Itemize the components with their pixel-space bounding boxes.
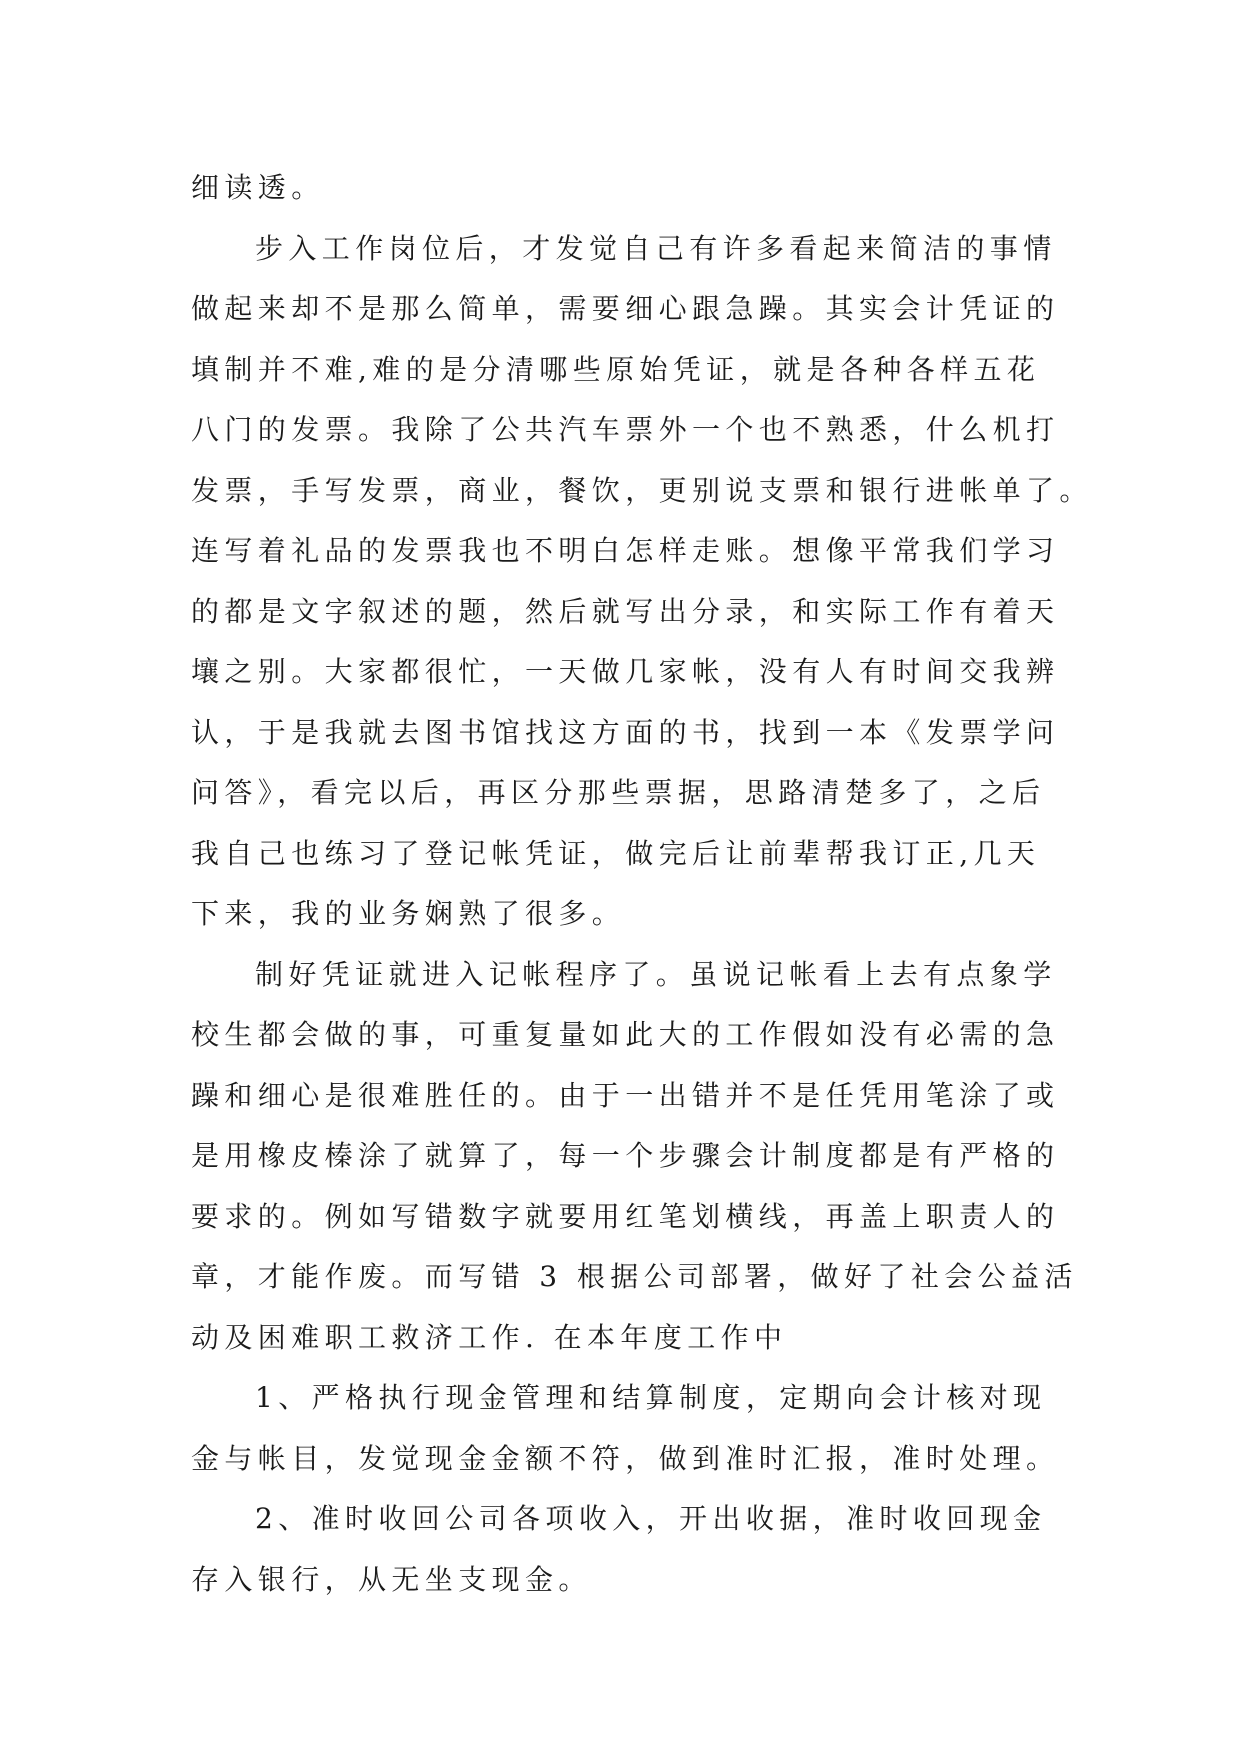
text-line: 发票，手写发票，商业，餐饮，更别说支票和银行进帐单了。	[191, 473, 1093, 507]
text-line: 是用橡皮榛涂了就算了，每一个步骤会计制度都是有严格的	[191, 1139, 1060, 1172]
text-line: 细读透。	[191, 171, 325, 204]
text-line: 章，才能作废。而写错 3 根据公司部署，做好了社会公益活	[191, 1260, 1078, 1293]
text-line: 存入银行，从无坐支现金。	[191, 1562, 592, 1596]
text-line: 问答》，看完以后，再区分那些票据，思路清楚多了，之后	[191, 776, 1046, 809]
text-line: 躁和细心是很难胜任的。由于一出错并不是任凭用笔涂了或	[191, 1078, 1060, 1112]
text-line: 连写着礼品的发票我也不明白怎样走账。想像平常我们学习	[191, 534, 1060, 567]
text-line: 动及困难职工救济工作. 在本年度工作中	[191, 1320, 788, 1354]
text-line: 做起来却不是那么简单，需要细心跟急躁。其实会计凭证的	[191, 292, 1060, 325]
text-line: 金与帐目，发觉现金金额不符，做到准时汇报，准时处理。	[191, 1441, 1060, 1475]
text-line: 制好凭证就进入记帐程序了。虽说记帐看上去有点象学	[255, 957, 1057, 991]
text-line: 要求的。例如写错数字就要用红笔划横线，再盖上职责人的	[191, 1199, 1060, 1233]
document-body	[191, 158, 1093, 1610]
text-line: 校生都会做的事，可重复量如此大的工作假如没有必需的急	[191, 1018, 1060, 1051]
text-line: 壤之别。大家都很忙，一天做几家帐，没有人有时间交我辨	[191, 655, 1060, 688]
text-line: 2、准时收回公司各项收入，开出收据，准时收回现金	[255, 1502, 1047, 1535]
text-line: 认，于是我就去图书馆找这方面的书，找到一本《发票学问	[191, 715, 1060, 749]
text-line: 八门的发票。我除了公共汽车票外一个也不熟悉，什么机打	[191, 413, 1060, 446]
text-line: 下来，我的业务娴熟了很多。	[191, 897, 626, 930]
text-line: 我自己也练习了登记帐凭证，做完后让前辈帮我订正,几天	[191, 836, 1041, 870]
text-line: 1、严格执行现金管理和结算制度，定期向会计核对现	[255, 1381, 1047, 1414]
text-line: 的都是文字叙述的题，然后就写出分录，和实际工作有着天	[191, 594, 1060, 628]
text-line: 步入工作岗位后，才发觉自己有许多看起来简洁的事情	[255, 231, 1057, 265]
text-line: 填制并不难,难的是分清哪些原始凭证，就是各种各样五花	[191, 352, 1041, 386]
